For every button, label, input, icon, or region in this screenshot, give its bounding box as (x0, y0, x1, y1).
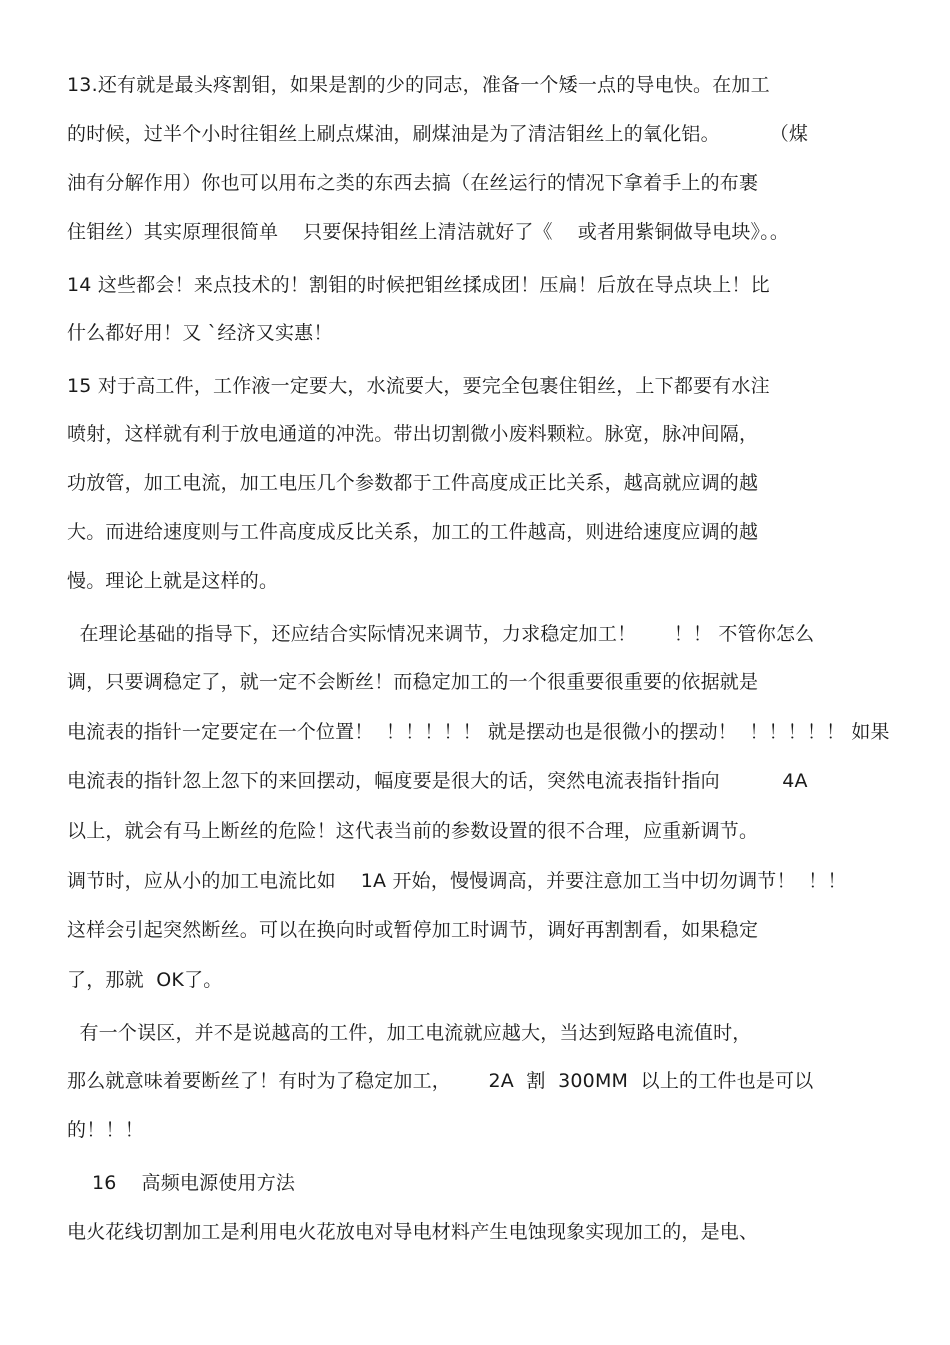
text-line: 的！！！ (67, 1119, 144, 1141)
text-line: 电火花线切割加工是利用电火花放电对导电材料产生电蚀现象实现加工的，是电、 (67, 1221, 759, 1243)
section-heading: 16 高频电源使用方法 (67, 1172, 296, 1194)
text-line: 大。而进给速度则与工件高度成反比关系，加工的工件越高，则进给速度应调的越 (67, 521, 759, 543)
text-line: 这样会引起突然断丝。可以在换向时或暂停加工时调节，调好再割割看，如果稳定 (67, 919, 759, 941)
text-line: 住钼丝）其实原理很简单 只要保持钼丝上清洁就好了《 或者用紫铜做导电块》。。 (67, 221, 790, 243)
text-line: 以上，就会有马上断丝的危险！这代表当前的参数设置的很不合理，应重新调节。 (67, 820, 759, 842)
text-line: 14 这些都会！来点技术的！割钼的时候把钼丝揉成团！压扁！后放在导点块上！比 (67, 274, 770, 296)
text-line: 慢。理论上就是这样的。 (67, 570, 279, 592)
text-line: 15 对于高工件，工作液一定要大，水流要大，要完全包裹住钼丝，上下都要有水注 (67, 375, 770, 397)
text-line: 有一个误区，并不是说越高的工件，加工电流就应越大，当达到短路电流值时， (67, 1022, 752, 1044)
text-line: 油有分解作用）你也可以用布之类的东西去搞（在丝运行的情况下拿着手上的布裹 (67, 172, 759, 194)
text-line: 电流表的指针一定要定在一个位置！ ！！！！！ 就是摆动也是很微小的摆动！ ！！！！！ 如果 (67, 721, 890, 743)
text-line: 在理论基础的指导下，还应结合实际情况来调节，力求稳定加工！ ！！ 不管你怎么 (67, 623, 815, 645)
text-line: 什么都好用！又 `经济又实惠！ (67, 322, 333, 344)
text-line: 喷射，这样就有利于放电通道的冲洗。带出切割微小废料颗粒。脉宽，脉冲间隔， (67, 423, 759, 445)
text-line: 那么就意味着要断丝了！有时为了稳定加工， 2A 割 300MM 以上的工件也是可以 (67, 1070, 814, 1092)
text-line: 了，那就 OK了。 (67, 969, 223, 991)
text-line: 功放管，加工电流，加工电压几个参数都于工件高度成正比关系，越高就应调的越 (67, 472, 759, 494)
text-line: 13.还有就是最头疼割钼，如果是割的少的同志，准备一个矮一点的导电快。在加工 (67, 74, 770, 96)
text-line: 电流表的指针忽上忽下的来回摆动，幅度要是很大的话，突然电流表指针指向 4A (67, 770, 808, 792)
text-line: 调节时，应从小的加工电流比如 1A 开始，慢慢调高，并要注意加工当中切勿调节！ ！！ (67, 870, 847, 892)
text-line: 调，只要调稳定了，就一定不会断丝！而稳定加工的一个很重要很重要的依据就是 (67, 671, 759, 693)
text-line: 的时候，过半个小时往钼丝上刷点煤油，刷煤油是为了清洁钼丝上的氧化铝。 （煤 (67, 123, 809, 145)
